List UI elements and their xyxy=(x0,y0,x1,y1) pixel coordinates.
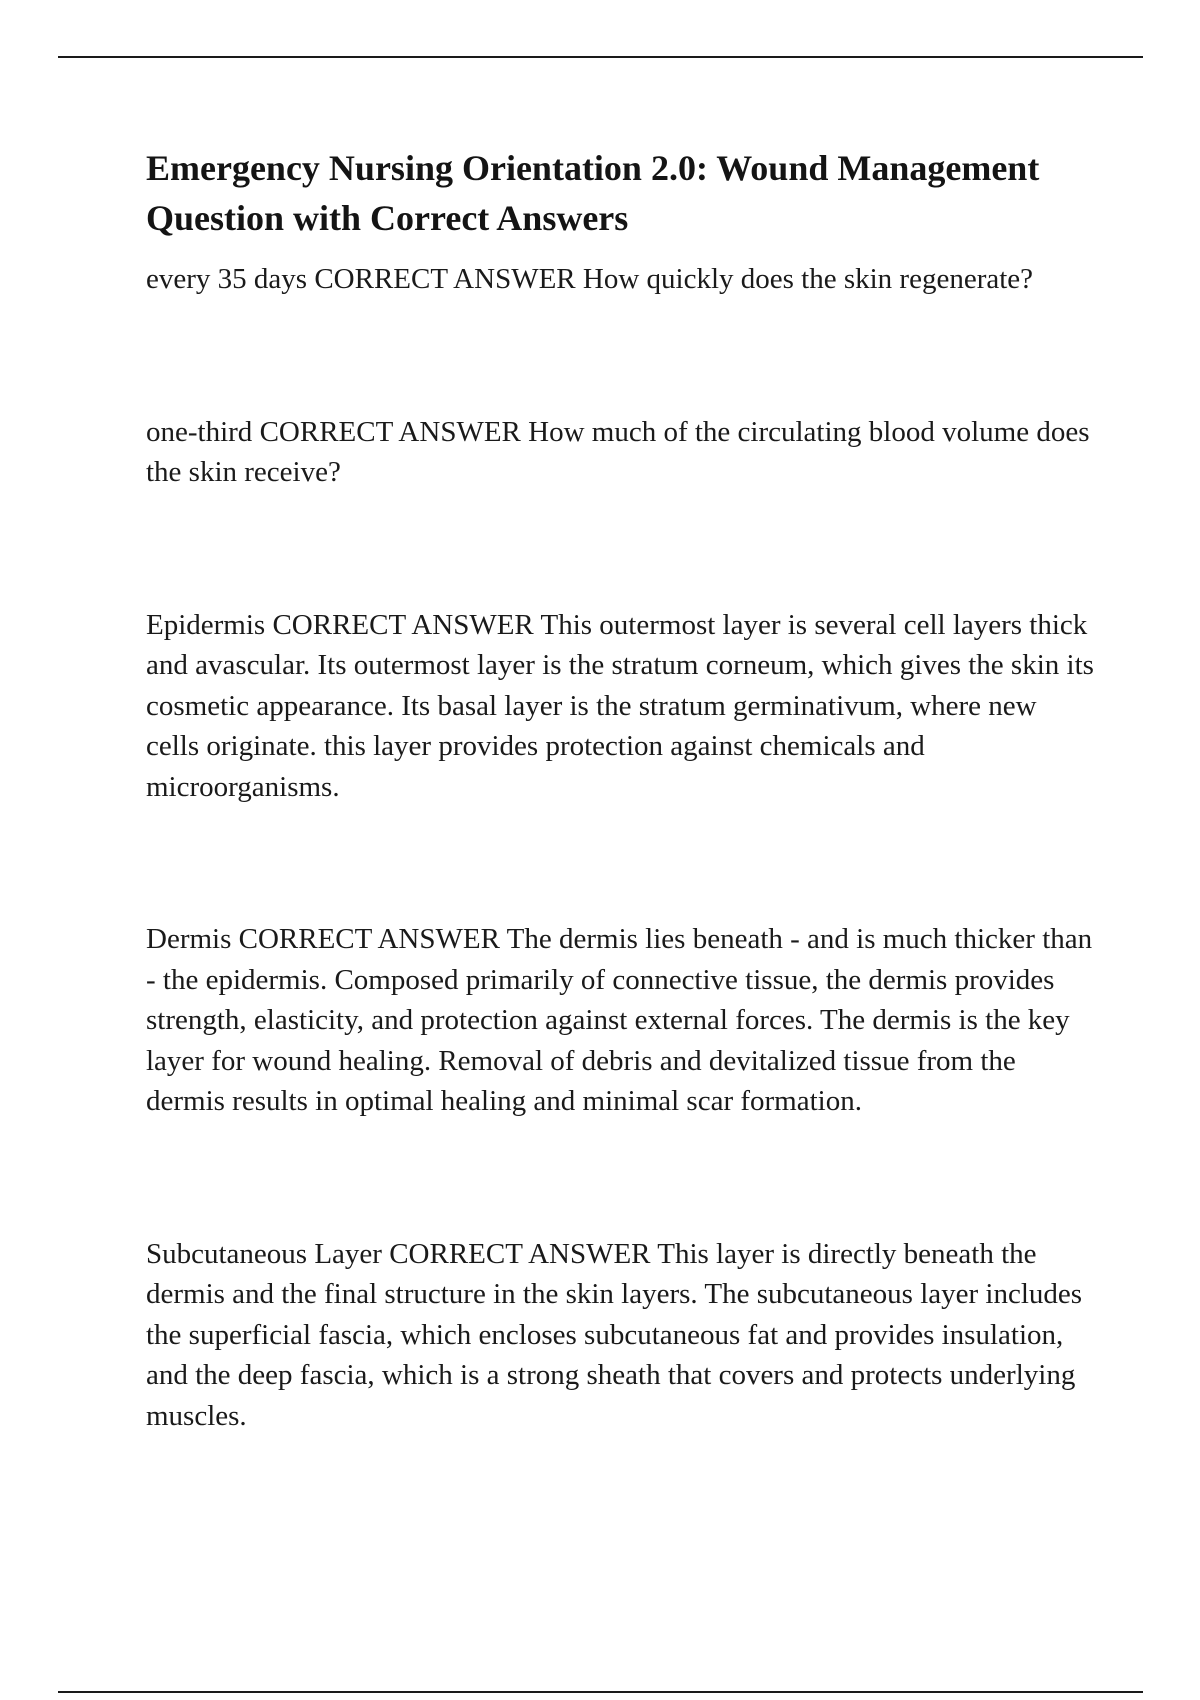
qa-answer: every 35 days xyxy=(146,263,308,295)
qa-question: The dermis lies beneath - and is much thicker than - the epidermis. Composed primarily of connective tissue, the dermis provides strength, elasticity, and protection against external forces. The dermis is the key layer for wound healing. Removal of debris and devitalized tissue from the dermis results in optimal healing and minimal scar formation. xyxy=(146,923,1093,1117)
qa-question: How quickly does the skin regenerate? xyxy=(582,263,1034,295)
qa-correct-marker: CORRECT ANSWER xyxy=(314,263,576,295)
qa-entry xyxy=(146,605,1096,808)
document-title: Emergency Nursing Orientation 2.0: Wound Management Question with Correct Answers xyxy=(146,148,1040,238)
qa-correct-marker: CORRECT ANSWER xyxy=(272,608,534,641)
qa-answer: one-third xyxy=(146,415,253,448)
qa-answer: Dermis xyxy=(146,923,232,955)
qa-question: How much of the circulating blood volume does the skin receive? xyxy=(146,415,1090,488)
qa-correct-marker: CORRECT ANSWER xyxy=(238,923,500,955)
qa-answer: Epidermis xyxy=(146,608,266,641)
qa-question: This outermost layer is several cell layers thick and avascular. Its outermost layer is the stratum corneum, which gives the skin its cosmetic appearance. Its basal layer is the stratum germinativum, where new cells originate. this layer provides protection against chemicals and microorganisms. xyxy=(146,608,1094,803)
qa-list xyxy=(146,259,1096,1436)
qa-correct-marker: CORRECT ANSWER xyxy=(389,1237,651,1270)
bottom-divider xyxy=(58,1691,1143,1693)
qa-entry xyxy=(146,1234,1096,1437)
qa-entry xyxy=(146,259,1096,300)
qa-question: This layer is directly beneath the dermis and the final structure in the skin layers. The subcutaneous layer includes the superficial fascia, which encloses subcutaneous fat and provides insulation, and the deep fascia, which is a strong sheath that covers and protects underlying muscles. xyxy=(146,1237,1083,1432)
qa-correct-marker: CORRECT ANSWER xyxy=(259,415,521,448)
top-divider xyxy=(58,56,1143,58)
qa-entry xyxy=(146,919,1096,1122)
document-body xyxy=(146,143,1096,1548)
qa-entry xyxy=(146,412,1096,493)
qa-answer: Subcutaneous Layer xyxy=(146,1237,382,1270)
